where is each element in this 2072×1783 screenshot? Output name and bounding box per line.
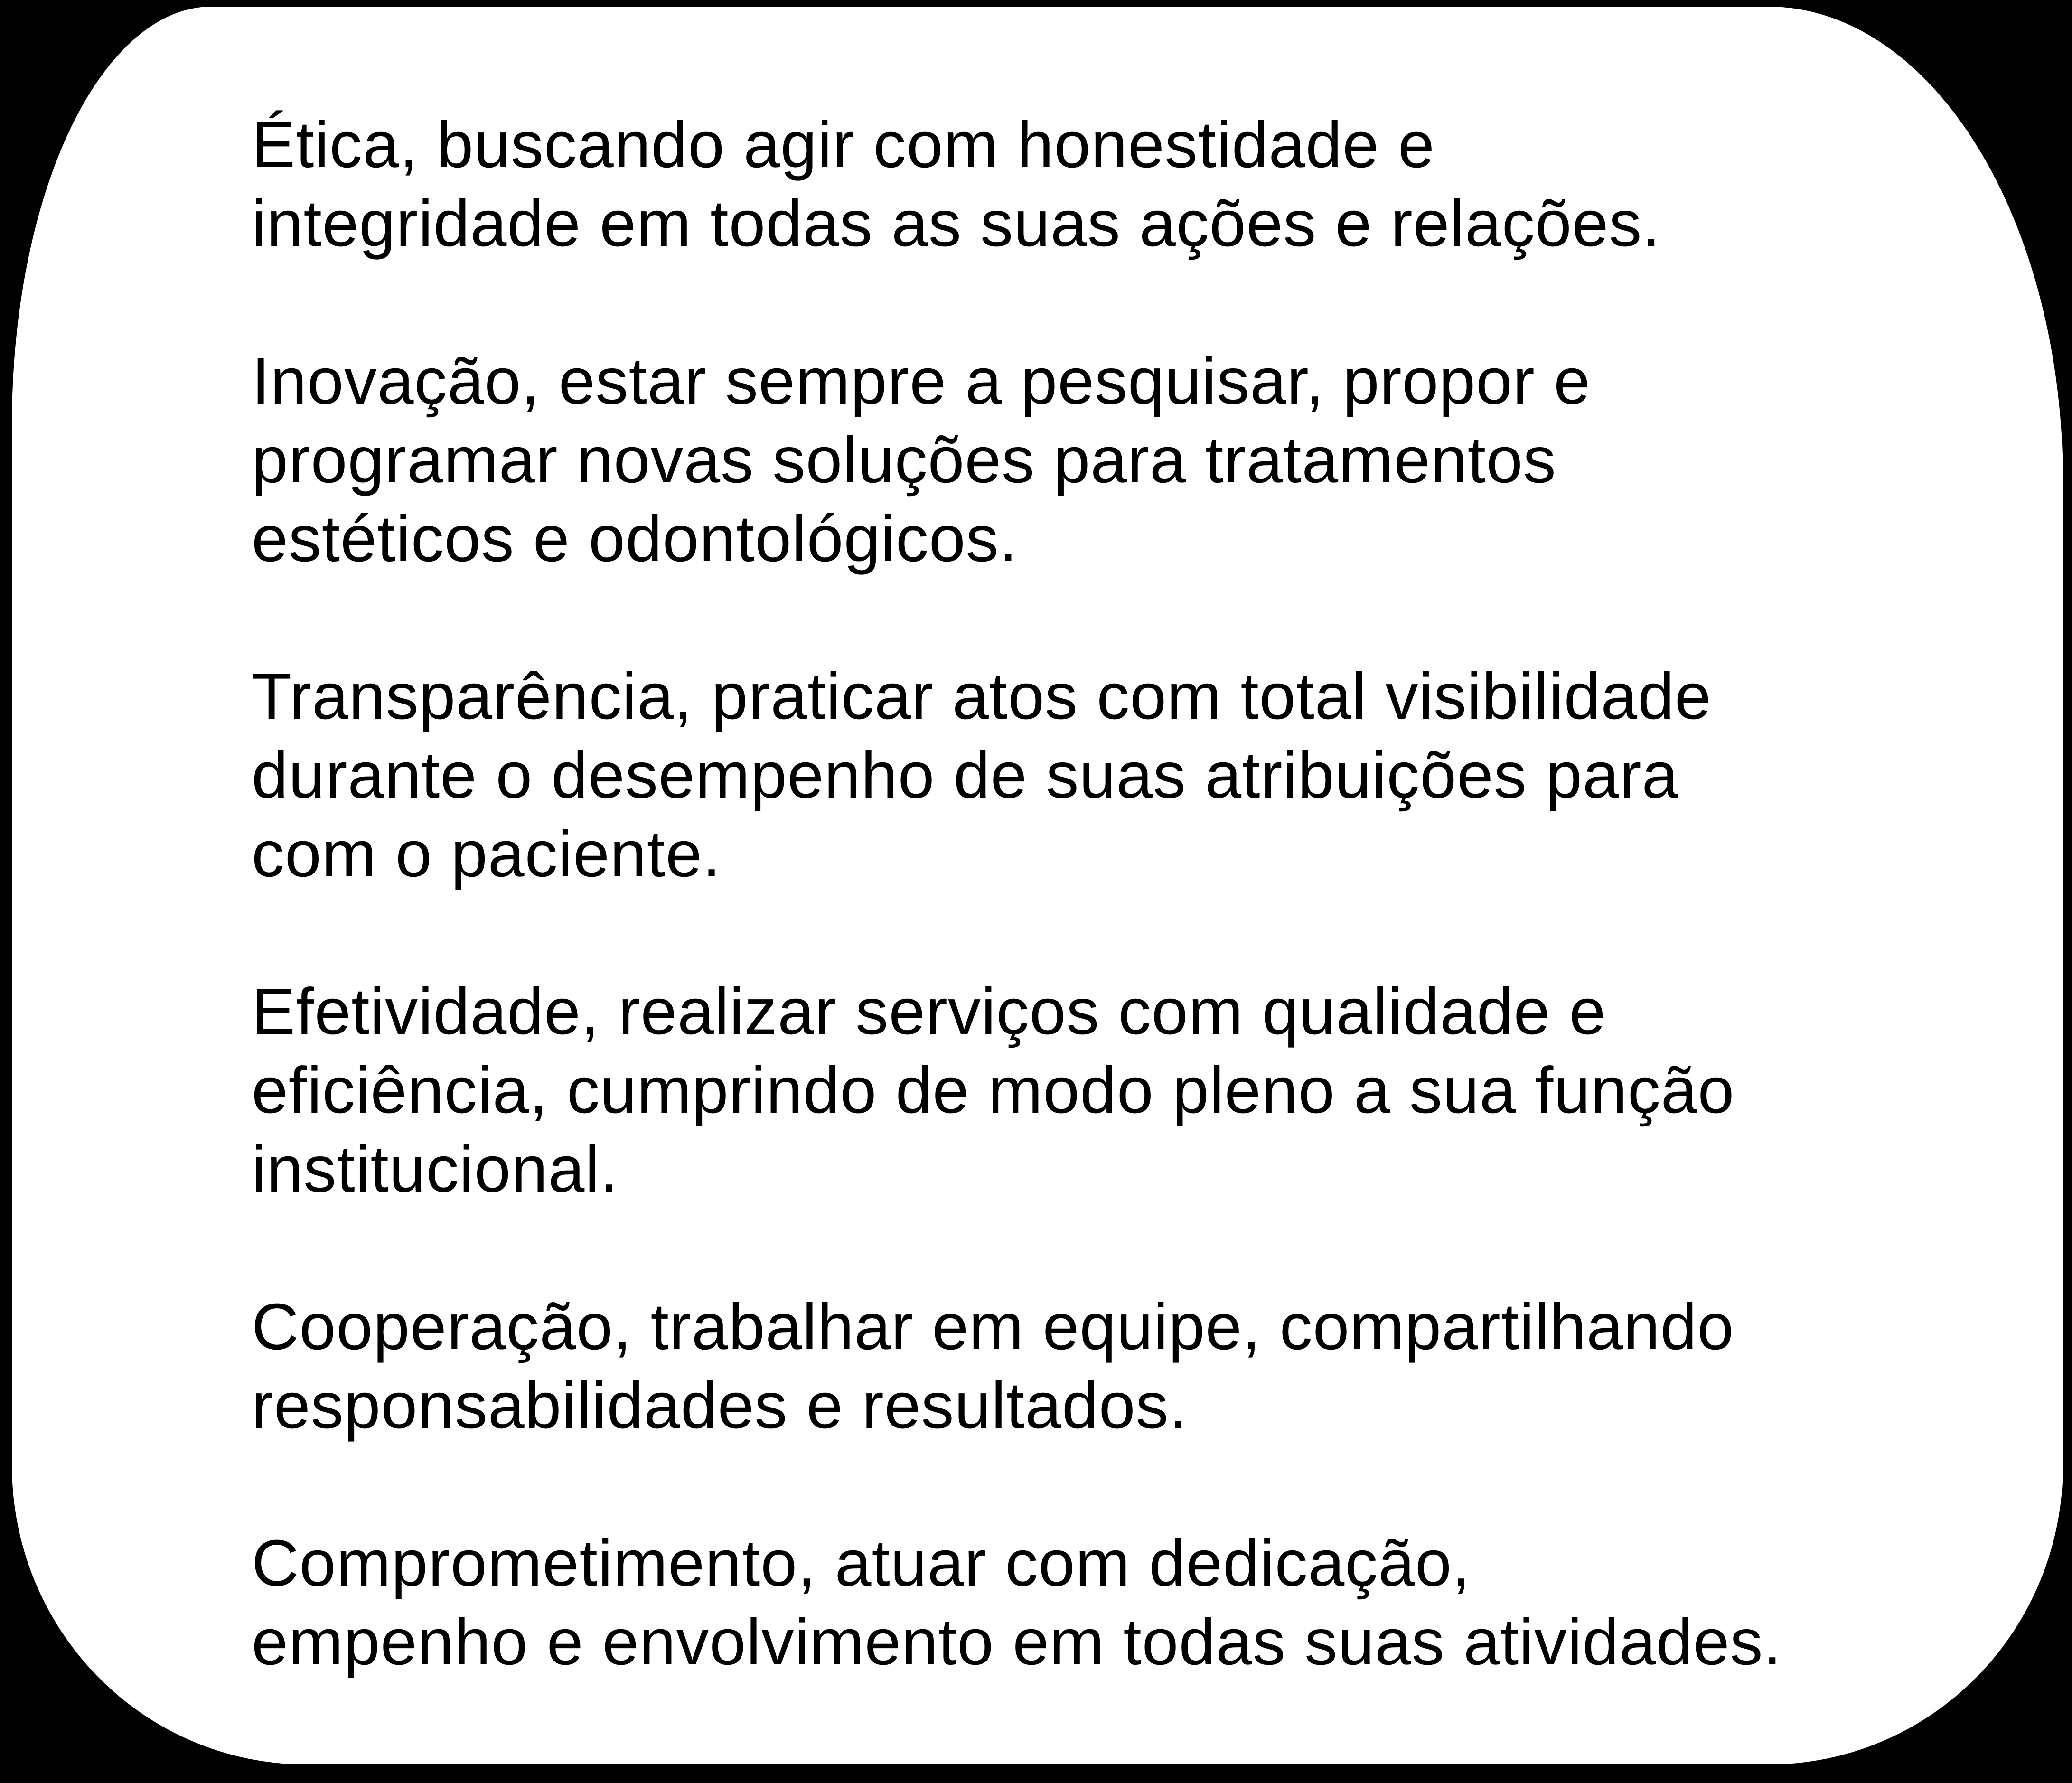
text-line: integridade em todas as suas ações e relações. — [252, 187, 1661, 260]
text-line: com o paciente. — [252, 817, 722, 891]
values-text-block — [252, 105, 1782, 1760]
text-line: Cooperação, trabalhar em equipe, compartilhando — [252, 1290, 1734, 1363]
text-line: eficiência, cumprindo de modo pleno a sua função — [252, 1054, 1735, 1127]
paragraph — [252, 1287, 1782, 1445]
text-line: institucional. — [252, 1133, 619, 1206]
text-line: Transparência, praticar atos com total visibilidade — [252, 660, 1712, 733]
text-line: programar novas soluções para tratamentos — [252, 423, 1556, 497]
paragraph — [252, 105, 1782, 263]
paragraph — [252, 972, 1782, 1209]
text-line: estéticos e odontológicos. — [252, 502, 1018, 575]
text-line: responsabilidades e resultados. — [252, 1369, 1188, 1442]
paragraph — [252, 1524, 1782, 1681]
paragraph — [252, 342, 1782, 578]
text-line: Inovação, estar sempre a pesquisar, propor e — [252, 345, 1591, 418]
paragraph — [252, 657, 1782, 893]
text-line: Comprometimento, atuar com dedicação, — [252, 1527, 1471, 1600]
values-card — [12, 7, 2063, 1764]
text-line: durante o desempenho de suas atribuições para — [252, 739, 1679, 812]
text-line: Efetividade, realizar serviços com qualidade e — [252, 975, 1606, 1048]
text-line: empenho e envolvimento em todas suas atividades. — [252, 1605, 1782, 1679]
text-line: Ética, buscando agir com honestidade e — [252, 108, 1435, 181]
